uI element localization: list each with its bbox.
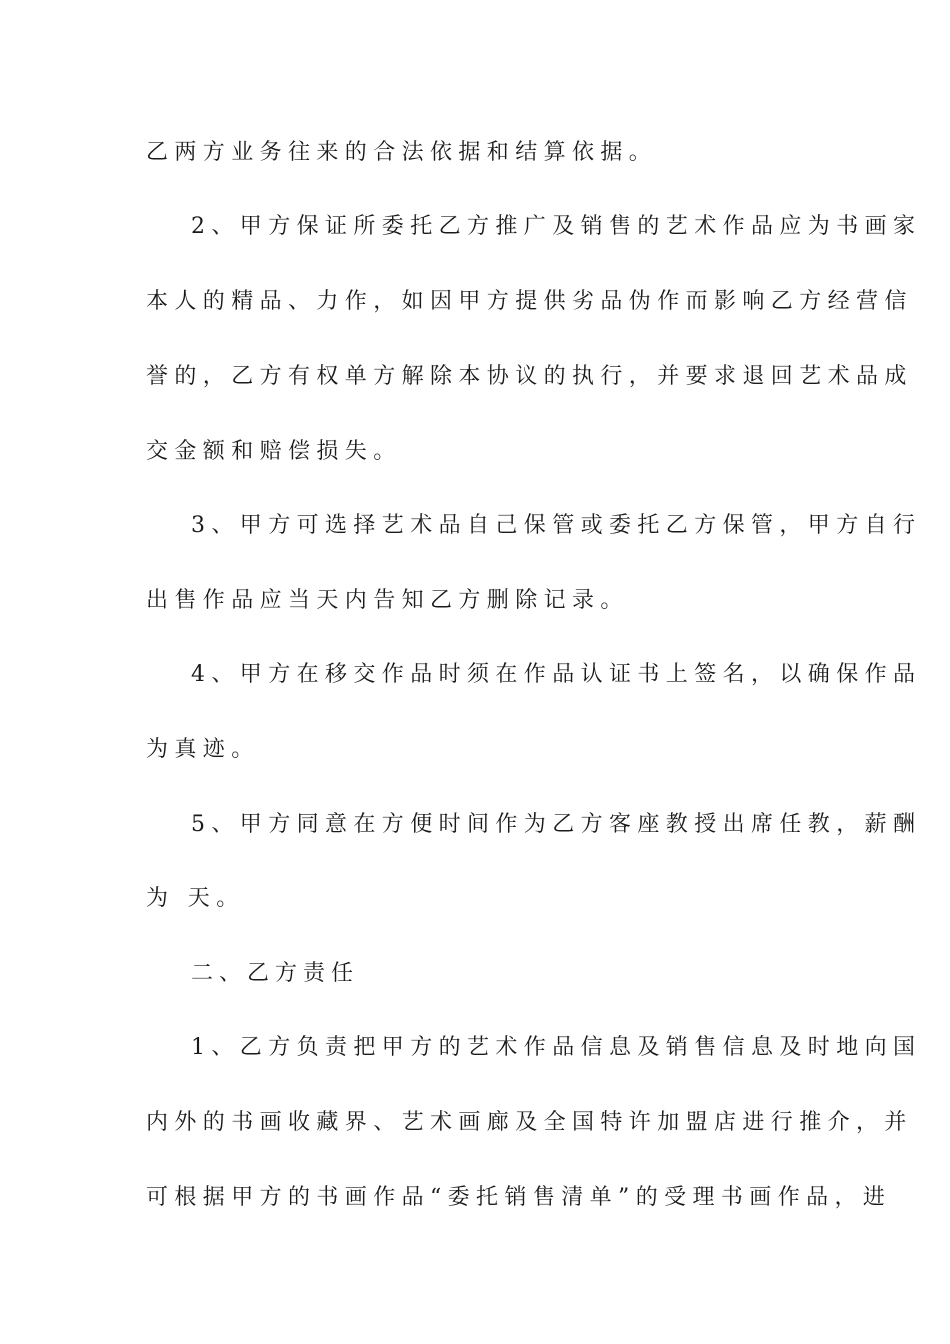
clause-4-line: 4、甲方在移交作品时须在作品认证书上签名，以确保作品 xyxy=(191,662,922,687)
text-line: 誉的，乙方有权单方解除本协议的执行，并要求退回艺术品成 xyxy=(146,364,913,389)
text-line: 出售作品应当天内告知乙方删除记录。 xyxy=(146,588,629,613)
text-line: 可根据甲方的书画作品“委托销售清单”的受理书画作品，进 xyxy=(146,1185,892,1210)
text-line: 为真迹。 xyxy=(146,737,260,762)
text-line: 为 天。 xyxy=(146,886,245,911)
clause-3-line: 3、甲方可选择艺术品自己保管或委托乙方保管，甲方自行 xyxy=(191,513,922,538)
clause-1-line: 1、乙方负责把甲方的艺术作品信息及销售信息及时地向国 xyxy=(191,1035,922,1060)
section-heading: 二、乙方责任 xyxy=(191,961,360,986)
clause-2-line: 2、甲方保证所委托乙方推广及销售的艺术作品应为书画家 xyxy=(191,214,922,239)
text-line: 交金额和赔偿损失。 xyxy=(146,439,402,464)
text-line: 内外的书画收藏界、艺术画廊及全国特许加盟店进行推介，并 xyxy=(146,1110,913,1135)
clause-5-line: 5、甲方同意在方便时间作为乙方客座教授出席任教，薪酬 xyxy=(191,812,922,837)
text-line: 本人的精品、力作，如因甲方提供劣品伪作而影响乙方经营信 xyxy=(146,289,913,314)
text-line: 乙两方业务往来的合法依据和结算依据。 xyxy=(146,140,658,165)
